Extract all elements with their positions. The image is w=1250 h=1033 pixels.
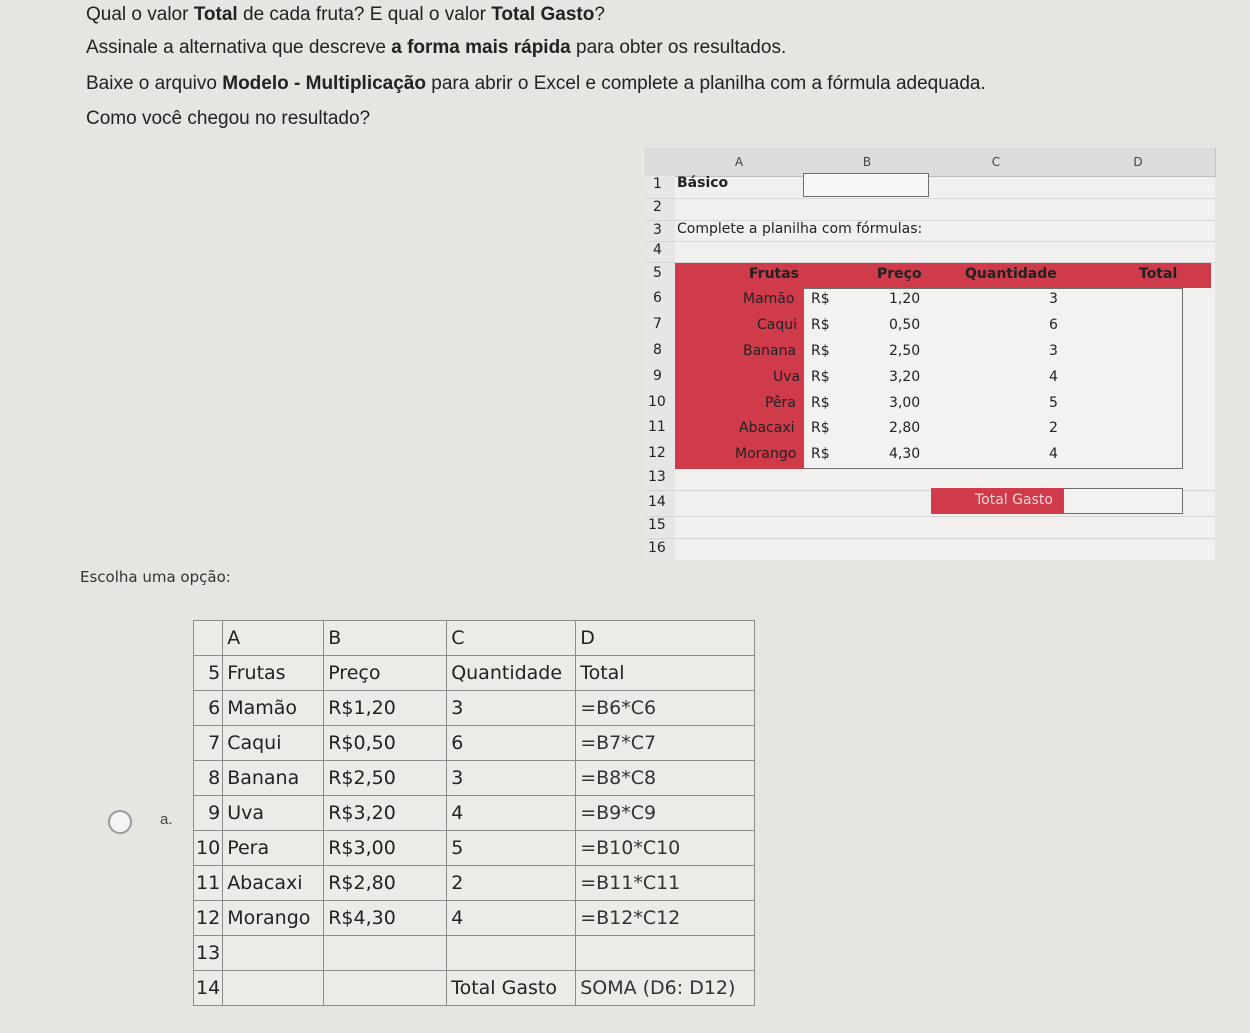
qty-cell: 3: [1049, 291, 1058, 307]
option-a-radio[interactable]: [108, 810, 132, 834]
table-cell: SOMA (D6: D12): [576, 971, 755, 1006]
row-num-16: 16: [648, 540, 666, 556]
table-cell: 3: [447, 761, 576, 796]
table-row: [194, 831, 755, 866]
table-cell: 4: [447, 901, 576, 936]
qty-cell: 3: [1049, 343, 1058, 359]
table-row: [194, 691, 755, 726]
sheet-instruction: Complete a planilha com fórmulas:: [677, 221, 923, 237]
table-cell: 6: [447, 726, 576, 761]
table-cell: D: [576, 621, 755, 656]
row-num-9: 9: [653, 368, 662, 384]
fruit-cell: Banana: [743, 343, 797, 359]
sheet-title: Básico: [677, 175, 729, 191]
price-cell: 2,50: [889, 343, 921, 359]
fruit-cell: Morango: [735, 446, 797, 462]
table-cell: 10: [194, 831, 223, 866]
table-row: [194, 866, 755, 901]
col-header-a: A: [675, 148, 804, 177]
gridline: [645, 198, 1215, 199]
price-cell: 3,20: [889, 369, 921, 385]
table-cell: 8: [194, 761, 223, 796]
table-cell: Frutas: [223, 656, 324, 691]
price-cell: 3,00: [889, 395, 921, 411]
row-num-2: 2: [653, 199, 662, 215]
fruit-cell: Pêra: [765, 395, 796, 411]
col-header-d: D: [1061, 148, 1216, 177]
currency-cell: R$: [811, 291, 830, 307]
currency-cell: R$: [811, 343, 830, 359]
currency-cell: R$: [811, 446, 830, 462]
gridline: [645, 538, 1215, 539]
table-row: [194, 971, 755, 1006]
table-cell: =B6*C6: [576, 691, 755, 726]
price-cell: 0,50: [889, 317, 921, 333]
currency-cell: R$: [811, 369, 830, 385]
qty-cell: 2: [1049, 420, 1058, 436]
header-frutas: Frutas: [749, 266, 800, 282]
q1-pre: Qual o valor: [86, 4, 194, 25]
qty-cell: 4: [1049, 446, 1058, 462]
total-gasto-label: Total Gasto: [975, 492, 1053, 508]
q1-post: ?: [594, 4, 605, 25]
fruit-cell: Caqui: [757, 317, 798, 333]
table-cell: Total: [576, 656, 755, 691]
q3-pre: Baixe o arquivo: [86, 73, 223, 94]
header-preco: Preço: [877, 266, 922, 282]
header-total: Total: [1139, 266, 1178, 282]
table-cell: Quantidade: [447, 656, 576, 691]
table-cell: 11: [194, 866, 223, 901]
table-cell: [223, 936, 324, 971]
row-num-8: 8: [653, 342, 662, 358]
q2-bold: a forma mais rápida: [391, 37, 571, 58]
table-cell: =B9*C9: [576, 796, 755, 831]
table-header-row: [194, 621, 755, 656]
table-cell: [324, 936, 447, 971]
row-num-13: 13: [648, 469, 666, 485]
selected-cell-b1: [803, 173, 929, 197]
row-num-14: 14: [648, 494, 666, 510]
option-a-letter: a.: [160, 811, 173, 828]
table-row: [194, 726, 755, 761]
currency-cell: R$: [811, 395, 830, 411]
row-num-1: 1: [653, 176, 662, 192]
col-header-c: C: [931, 148, 1062, 177]
fruit-cell: Mamão: [743, 291, 795, 307]
table-cell: Uva: [223, 796, 324, 831]
row-num-7: 7: [653, 316, 662, 332]
table-cell: 9: [194, 796, 223, 831]
table-row: [194, 901, 755, 936]
gridline: [645, 241, 1215, 242]
qty-cell: 6: [1049, 317, 1058, 333]
table-cell: Abacaxi: [223, 866, 324, 901]
q3-post: para abrir o Excel e complete a planilha com a fórmula adequada.: [425, 73, 986, 94]
table-cell: R$2,80: [324, 866, 447, 901]
q2-post: para obter os resultados.: [570, 37, 787, 58]
table-cell: =B11*C11: [576, 866, 755, 901]
row-num-6: 6: [653, 290, 662, 306]
currency-cell: R$: [811, 317, 830, 333]
table-cell: A: [223, 621, 324, 656]
table-cell: =B8*C8: [576, 761, 755, 796]
table-cell: R$0,50: [324, 726, 447, 761]
table-row: [194, 761, 755, 796]
row-num-4: 4: [653, 242, 662, 258]
currency-cell: R$: [811, 420, 830, 436]
table-cell: Preço: [324, 656, 447, 691]
table-cell: =B10*C10: [576, 831, 755, 866]
spreadsheet-image: [645, 148, 1215, 560]
q1-bold-1: Total: [193, 4, 238, 25]
table-cell: 6: [194, 691, 223, 726]
fruit-cell: Uva: [773, 369, 801, 385]
table-cell: 7: [194, 726, 223, 761]
table-row: [194, 796, 755, 831]
choose-option-label: Escolha uma opção:: [80, 568, 231, 586]
table-cell: Pera: [223, 831, 324, 866]
q3-bold: Modelo - Multiplicação: [222, 73, 426, 94]
header-quantidade: Quantidade: [965, 266, 1057, 282]
option-a-table[interactable]: [193, 620, 755, 1006]
question-line-4: Como você chegou no resultado?: [86, 108, 371, 129]
table-cell: 5: [447, 831, 576, 866]
table-cell: [447, 936, 576, 971]
table-cell: =B7*C7: [576, 726, 755, 761]
q2-pre: Assinale a alternativa que descreve: [86, 37, 392, 58]
row-num-11: 11: [648, 419, 666, 435]
table-cell: Total Gasto: [447, 971, 576, 1006]
table-cell: 12: [194, 901, 223, 936]
total-gasto-value-cell: [1063, 488, 1183, 514]
price-cell: 1,20: [889, 291, 921, 307]
table-cell: R$4,30: [324, 901, 447, 936]
table-cell: 3: [447, 691, 576, 726]
question-line-2: [86, 37, 786, 59]
table-cell: R$1,20: [324, 691, 447, 726]
table-cell: [324, 971, 447, 1006]
table-cell: Morango: [223, 901, 324, 936]
row-num-12: 12: [648, 445, 666, 461]
table-cell: Caqui: [223, 726, 324, 761]
table-cell: 2: [447, 866, 576, 901]
table-cell: B: [324, 621, 447, 656]
table-cell: Banana: [223, 761, 324, 796]
question-line-3: [86, 73, 986, 95]
qty-cell: 4: [1049, 369, 1058, 385]
q1-mid: de cada fruta? E qual o valor: [237, 4, 492, 25]
table-cell: 13: [194, 936, 223, 971]
data-table-body: [803, 288, 1183, 469]
table-cell: [576, 936, 755, 971]
table-cell: R$2,50: [324, 761, 447, 796]
row-num-5: 5: [653, 265, 662, 281]
table-cell: [223, 971, 324, 1006]
table-row: [194, 656, 755, 691]
table-cell: Mamão: [223, 691, 324, 726]
table-cell: =B12*C12: [576, 901, 755, 936]
table-cell: R$3,00: [324, 831, 447, 866]
table-row: [194, 936, 755, 971]
fruit-cell: Abacaxi: [739, 420, 795, 436]
table-cell: C: [447, 621, 576, 656]
price-cell: 4,30: [889, 446, 921, 462]
table-cell: 14: [194, 971, 223, 1006]
table-cell: R$3,20: [324, 796, 447, 831]
price-cell: 2,80: [889, 420, 921, 436]
table-cell: 5: [194, 656, 223, 691]
qty-cell: 5: [1049, 395, 1058, 411]
table-cell: [194, 621, 223, 656]
row-num-3: 3: [653, 222, 662, 238]
select-all-corner: [645, 148, 676, 177]
row-num-10: 10: [648, 394, 666, 410]
row-num-15: 15: [648, 517, 666, 533]
gridline: [645, 516, 1215, 517]
q1-bold-2: Total Gasto: [491, 4, 595, 25]
question-line-1: [86, 4, 605, 26]
col-header-b: B: [803, 148, 932, 177]
table-cell: 4: [447, 796, 576, 831]
